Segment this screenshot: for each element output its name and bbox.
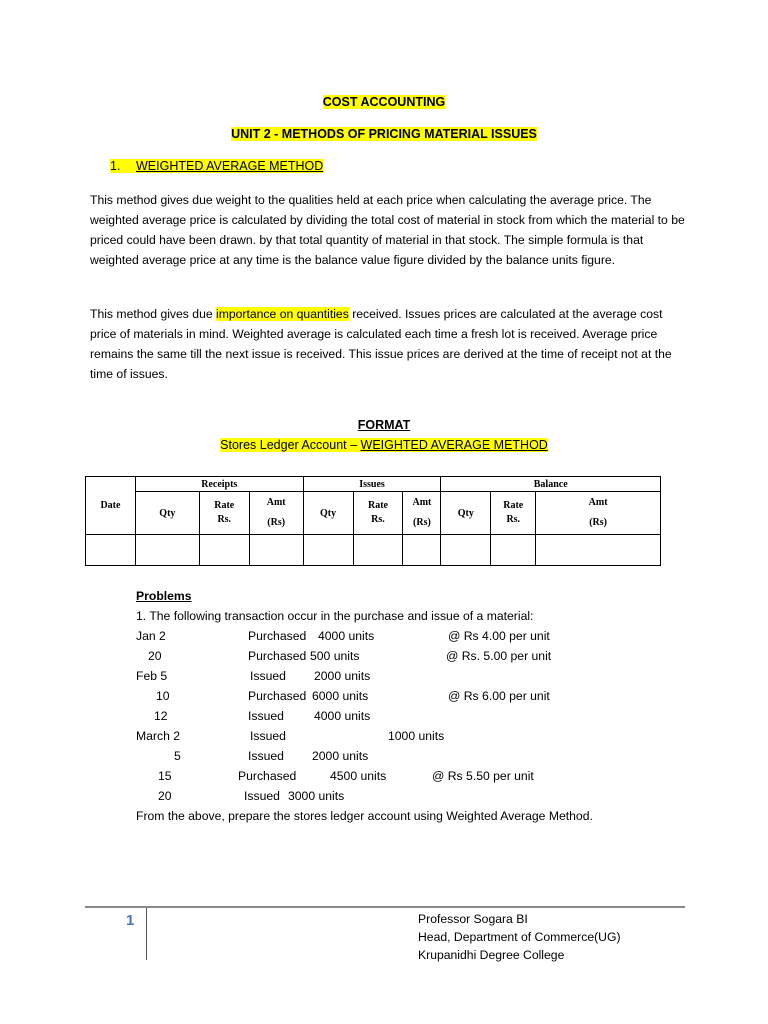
list-item <box>136 766 593 786</box>
format-subtitle-prefix: Stores Ledger Account – <box>220 438 361 452</box>
highlighted-phrase: importance on quantities <box>216 307 349 321</box>
transaction-date: Feb 5 <box>136 669 168 683</box>
list-item <box>136 686 593 706</box>
problems-section <box>136 586 593 826</box>
transaction-rate: @ Rs. 5.00 per unit <box>446 649 552 663</box>
transaction-type: Purchased <box>248 629 307 643</box>
section-number: 1. <box>110 159 121 173</box>
transaction-units: 2000 units <box>312 749 369 763</box>
transaction-type: Issued <box>250 669 286 683</box>
group-balance: Balance <box>441 477 661 492</box>
transaction-type: Issued <box>244 789 280 803</box>
problem-intro: 1. The following transaction occur in the purchase and issue of a material: <box>136 609 534 623</box>
transaction-units: 6000 units <box>312 689 369 703</box>
section-heading <box>110 159 323 173</box>
transaction-type: Purchased <box>248 689 307 703</box>
transaction-date: 20 <box>148 649 162 663</box>
list-item <box>136 646 593 666</box>
unit-title-text: UNIT 2 - METHODS OF PRICING MATERIAL ISSUES <box>231 127 537 141</box>
transaction-date: 12 <box>154 709 168 723</box>
footer-divider <box>85 906 685 908</box>
list-item <box>136 706 593 726</box>
list-item <box>136 746 593 766</box>
transaction-date: Jan 2 <box>136 629 166 643</box>
receipts-qty: Qty <box>135 492 199 535</box>
problems-heading: Problems <box>136 589 192 603</box>
transaction-date: 10 <box>156 689 170 703</box>
footer-line-2: Head, Department of Commerce(UG) <box>418 930 621 944</box>
table-row <box>86 535 661 566</box>
footer-vertical-divider <box>146 908 147 960</box>
transaction-type: Issued <box>250 729 286 743</box>
transaction-units: 4000 units <box>314 709 371 723</box>
receipts-amt: Amt (Rs) <box>249 492 303 535</box>
document-title <box>0 95 768 109</box>
paragraph-2 <box>90 304 690 384</box>
group-issues: Issues <box>303 477 441 492</box>
paragraph-1: This method gives due weight to the qualities held at each price when calculating the average price. The weighted average price is calculated by dividing the total cost of material in stock from which the material to be priced could have been drawn. by that total quantity of material in that stock. The simple formula is that weighted average price at any time is the balance value figure divided by the balance units figure. <box>90 193 685 267</box>
balance-rate: Rate Rs. <box>491 492 536 535</box>
page-number: 1 <box>126 912 135 929</box>
format-subtitle <box>0 438 768 452</box>
transaction-units: 2000 units <box>314 669 371 683</box>
transaction-type: Issued <box>248 709 284 723</box>
issues-rate: Rate Rs. <box>353 492 403 535</box>
receipts-rate: Rate Rs. <box>199 492 249 535</box>
document-title-text: COST ACCOUNTING <box>322 95 446 109</box>
transaction-type: Purchased <box>238 769 297 783</box>
footer-author <box>418 910 621 964</box>
transaction-rate: @ Rs 4.00 per unit <box>448 629 550 643</box>
col-date: Date <box>86 477 136 535</box>
balance-amt: Amt (Rs) <box>536 492 661 535</box>
transaction-units: 1000 units <box>388 729 445 743</box>
footer-line-3: Krupanidhi Degree College <box>418 948 565 962</box>
footer-line-1: Professor Sogara BI <box>418 912 528 926</box>
section-title: WEIGHTED AVERAGE METHOD <box>136 159 324 173</box>
transaction-rate: @ Rs 5.50 per unit <box>432 769 534 783</box>
transaction-date: 5 <box>174 749 181 763</box>
issues-amt: Amt (Rs) <box>403 492 441 535</box>
transaction-units: 3000 units <box>288 789 345 803</box>
unit-title <box>0 127 768 141</box>
format-heading: FORMAT <box>357 418 411 432</box>
issues-qty: Qty <box>303 492 353 535</box>
paragraph-2-start: This method gives due <box>90 307 217 321</box>
format-subtitle-method: WEIGHTED AVERAGE METHOD <box>360 438 548 452</box>
group-receipts: Receipts <box>135 477 303 492</box>
transaction-date: March 2 <box>136 729 181 743</box>
list-item <box>136 626 593 646</box>
transaction-date: 20 <box>158 789 172 803</box>
balance-qty: Qty <box>441 492 491 535</box>
stores-ledger-table <box>85 476 661 566</box>
transaction-rate: @ Rs 6.00 per unit <box>448 689 550 703</box>
transaction-date: 15 <box>158 769 172 783</box>
transaction-units: 4500 units <box>330 769 387 783</box>
transaction-type: Issued <box>248 749 284 763</box>
list-item <box>136 726 593 746</box>
list-item <box>136 666 593 686</box>
transaction-type: Purchased <box>248 649 307 663</box>
transactions-list <box>136 626 593 806</box>
list-item <box>136 786 593 806</box>
problem-closing: From the above, prepare the stores ledger account using Weighted Average Method. <box>136 809 593 823</box>
transaction-units: 500 units <box>310 649 360 663</box>
paragraph-2-end: received. Issues prices are calculated at the average cost price of materials in mind. Weighted average is calculated each time a fresh lot is received. Average price remains the same till the next issue is received. This issue prices are derived at the time of receipt not at the time of issues. <box>90 307 672 381</box>
transaction-units: 4000 units <box>318 629 375 643</box>
